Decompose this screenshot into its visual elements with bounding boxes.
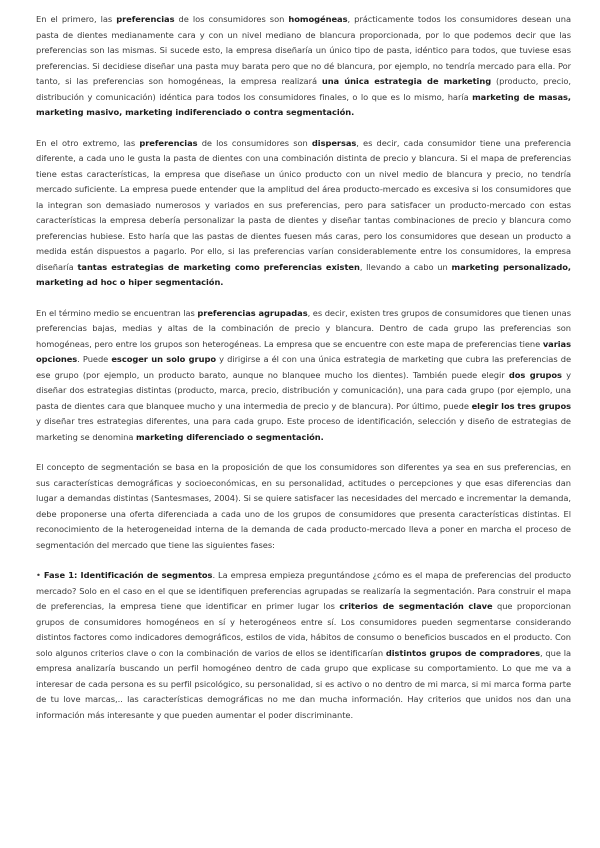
paragraph-grouped-preferences	[36, 306, 571, 446]
bold-text: criterios de segmentación clave	[339, 601, 493, 611]
paragraph-dispersed-preferences	[36, 136, 571, 291]
bold-text: distintos grupos de compradores	[385, 647, 540, 658]
bold-text: varias opciones	[36, 338, 571, 364]
body-text: y dirigirse a él con una única estrategia de marketing que cubra las preferencias de ese grupo (por ejemplo, un producto barato, aunque no blanquee mucho los dientes). También puede elegir	[36, 354, 572, 380]
body-text: de los consumidores son	[174, 14, 289, 24]
body-text: de los consumidores son	[197, 137, 312, 148]
bold-text: dispersas	[311, 137, 357, 148]
body-text: y diseñar dos estrategias distintas (producto, marca, precio, distribución y comunicación), una para cada grupo (por ejemplo, una pasta de dientes cara que blanquee mucho y una intermedia de precio y de blancura). Por último, puede	[36, 369, 572, 411]
body-text: En el primero, las	[36, 14, 117, 24]
body-text: , prácticamente todos los consumidores desean una pasta de dientes medianamente cara y con un nivel mediano de blancura proporcionada, por lo que podemos decir que las preferencias son las mismas. Si sucede esto, la empresa diseñaría un único tipo de pasta, idéntico para todos, que tuviese esas preferencias. Si decidiese diseñar una pasta muy barata pero que no dé blancura, por ejemplo, no tendría mercado para ella. Por tanto, si las preferencias son homogéneas, la empresa realizará	[36, 14, 571, 86]
body-text: , llevando a cabo un	[359, 261, 452, 272]
bold-text: escoger un solo grupo	[111, 354, 216, 364]
bold-text: preferencias agrupadas	[197, 307, 308, 318]
body-text: En el término medio se encuentran las	[36, 307, 198, 318]
body-text: (producto, precio, distribución y comunicación) idéntica para todos los consumidores finales, o lo que es lo mismo, haría	[36, 76, 572, 102]
body-text: que proporcionan grupos de consumidores homogéneos en sí y heterogéneos entre sí. Los consumidores pueden segmentarse considerando distintos factores como indicadores demográficos, estilos de vida, hábitos de consumo o beneficios buscados en el producto. Con solo algunos criterios clave o con la combinación de varios de ellos se identificarían	[36, 601, 572, 658]
body-text: , es decir, existen tres grupos de consumidores que tienen unas preferencias bajas, medias y altas de la combinación de precio y blancura. Dentro de cada grupo las preferencias son homogéneas, pero entre los grupos son heterogéneas. La empresa que se encuentre con este mapa de preferencias tiene	[36, 307, 571, 349]
bold-text: preferencias	[116, 14, 175, 24]
body-text: y diseñar tres estrategias diferentes, una para cada grupo. Este proceso de identificación, selección y diseño de estrategias de marketing se denomina	[36, 416, 571, 442]
paragraph-homogeneous-preferences	[36, 12, 571, 121]
bold-text: dos grupos	[508, 369, 562, 380]
bold-text: marketing personalizado, marketing ad hoc o hiper segmentación.	[36, 261, 572, 287]
paragraph-segmentation-concept	[36, 460, 571, 553]
body-text: . Puede	[77, 354, 112, 364]
body-text: El concepto de segmentación se basa en la proposición de que los consumidores son diferentes ya sea en sus preferencias, en sus características demográficas y socioeconómicas, en su personalidad, actitudes o percepciones y que esas diferencias dan lugar a demandas distintas (Santesmases, 2004). Si se quiere satisfacer las necesidades del mercado e incrementar la demanda, debe proponerse una oferta diferenciada a cada uno de los grupos de consumidores que presenta características distintas. El reconocimiento de la heterogeneidad interna de la demanda de cada producto-mercado lleva a poner en marcha el proceso de segmentación del mercado que tiene las siguientes fases:	[36, 462, 571, 550]
bold-text: elegir los tres grupos	[471, 400, 571, 411]
body-text: , que la empresa analizaría buscando un perfil homogéneo dentro de cada grupo que explicase su comportamiento. Lo que me va a interesar de cada persona es su perfil psicológico, su personalidad, si es activo o no dentro de mi marca, si mi marca forma parte de tu love marcas,.. las características demográficas no me dan mucha información. Hay criterios que unidos nos dan una información más interesante y que pueden aumentar el poder discriminante.	[36, 647, 571, 720]
bold-text: marketing diferenciado o segmentación.	[135, 431, 324, 442]
bold-text: tantas estrategias de marketing como preferencias existen	[77, 261, 360, 272]
bold-text: preferencias	[139, 137, 198, 148]
bold-text: una única estrategia de marketing	[321, 76, 492, 86]
body-text: . La empresa empieza preguntándose ¿cómo es el mapa de preferencias del producto mercado? Solo en el caso en el que se identifiquen preferencias agrupadas se realizaría la segmentación. Para construir el mapa de preferencias, la empresa tiene que identificar en primer lugar los	[36, 570, 571, 611]
bold-text: Fase 1: Identificación de segmentos	[43, 570, 213, 580]
body-text: En el otro extremo, las	[36, 137, 140, 148]
body-text: •	[36, 570, 44, 580]
body-text: , es decir, cada consumidor tiene una preferencia diferente, a cada uno le gusta la pasta de dientes con una combinación distinta de precio y blancura. Si el mapa de preferencias tiene estas características, la empresa que diseñase un único producto con un nivel medio de blancura y precio, no tendría mercado suficiente. La empresa puede entender que la amplitud del área producto-mercado es excesiva si los consumidores que la integran son demasiado numerosos y variados en sus preferencias, pero para satisfacer un producto-mercado con estas características la empresa debería personalizar la pasta de dientes y diseñar tantas combinaciones de precio y blancura como preferencias hubiese. Esto haría que las pastas de dientes fuesen más caras, pero los consumidores que desean un producto a medida están dispuestos a pagarlo. Por ello, si las preferencias varían considerablemente entre los consumidores, la empresa diseñaría	[36, 137, 571, 272]
bold-text: marketing de masas, marketing masivo, marketing indiferenciado o contra segmentación.	[36, 91, 571, 117]
paragraph-phase-1	[36, 568, 571, 723]
bold-text: homogéneas	[288, 14, 348, 24]
